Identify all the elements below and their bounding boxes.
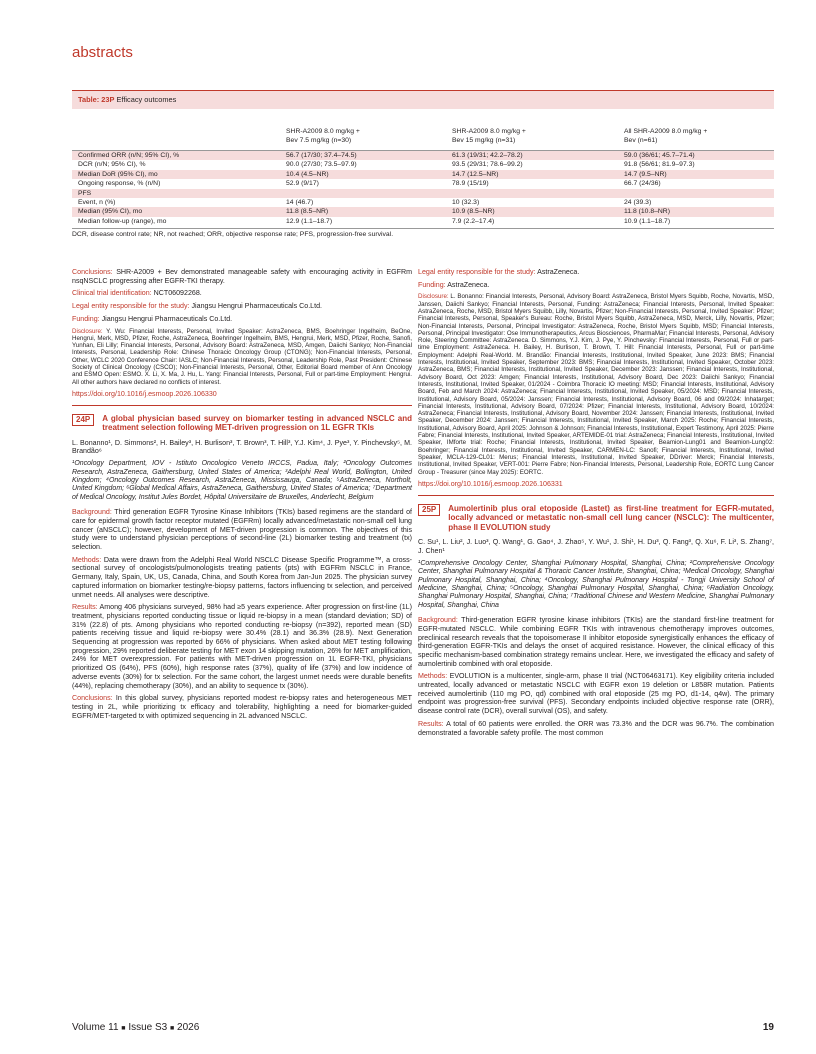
table-cell: Median (95% CI), mo xyxy=(78,208,143,216)
table-cell: 10.9 (8.5–NR) xyxy=(452,208,495,216)
table-cell xyxy=(624,189,768,198)
legal-entity-paragraph xyxy=(72,302,412,311)
table-header-cell: SHR-A2009 8.0 mg/kg + Bev 7.5 mg/kg (n=30) xyxy=(286,128,360,144)
funding-paragraph xyxy=(72,315,412,324)
results-label: Results: xyxy=(418,719,444,728)
methods-paragraph xyxy=(418,672,774,716)
legal-entity-paragraph xyxy=(418,268,774,277)
table-cell: 11.8 (10.8–NR) xyxy=(624,208,670,216)
background-label: Background: xyxy=(418,616,458,625)
table-cell: 11.8 (8.5–NR) xyxy=(286,208,329,216)
table-row xyxy=(72,170,774,179)
background-label: Background: xyxy=(72,508,112,517)
abstract-24p-header xyxy=(72,405,412,433)
table-cell: DCR (n/N; 95% CI), % xyxy=(78,161,146,169)
table-cell xyxy=(452,189,624,198)
table-cell: 66.7 (24/36) xyxy=(624,180,661,188)
results-text: A total of 60 patients were enrolled. the ORR was 73.3% and the DCR was 96.7%. The combination demonstrated a favorable safety profile. The most common xyxy=(418,719,774,737)
disclosure-text: L. Bonanno: Financial Interests, Personal, Advisory Board: AstraZeneca, Bristol Myers Squibb, Roche, Novartis, MSD, Janssen, Daiichi Sankyo; Financial Interests, Personal, Funding: AstraZeneca; Financial Interests, Personal, Invited Speaker: AstraZeneca, Roche, MSD, Bristol Myers Squibb, Lilly, Novartis, Pfizer; Non-Financial Interests, Personal, Invited Speaker: Pfizer; Financial Interests, Personal, Speaker's Bureau: Roche, Bristol Myers Squibb, AstraZeneca, MSD, Merck, Lilly, Novartis, Pfizer; Non-Financial Interests, Personal, Principal Investigator: AstraZeneca, Roche, Bristol Myers Squibb, MSD; Financial Interests, Personal, Principal Investigator: Ose Immunotherapeutics, Arcus Biosciences, PharmaMar; Financial Interests, Personal, Advisory Role, Steering Committee: AstraZeneca. D. Simmons, Y.J. Kim, J. Pye, Y. Pinchevsky: Financial Interests, Personal, Full or part-time Employment: AstraZeneca. H. Bailey, H. Burlison, T. Brown, T. Hill: Financial Interests, Personal, Full or part-time Employment: Adelphi Real-World. M. Brandão: Financial Interests, Institutional, Invited Speaker, June 2023: BMS; Financial Interests, Institutional, Invited Speaker, September 2023: BMS; Financial Interests, Institutional, Invited Speaker, October 2023: AstraZeneca, BMS; Financial Interests, Institutional, Invited Speaker, December 2023: Janssen; Financial Interests, Institutional, Advisory Board, Oct 2023: Amgen; Financial Interests, Institutional, Advisory Board, Dec 2023: Daiichi Sankyo; Financial Interests, Institutional, Invited Speaker, 01/2024 - Coimbra Thoracic IO meeting: MSD; Financial Interests, Institutional, Advisory Board, Feb and March 2024: AstraZeneca; Financial Interests, Institutional, Invited Speaker, 05/2024: MSD; Financial Interests, Institutional, Advisory Board, 05/2024: Janssen; Financial Interests, Institutional, Advisory Board, 06 and 09/2024: Inhatarget; Financial Interests, Institutional, Advisory Board, 07/2024: Pfizer; Financial Interests, Institutional, Advisory Board, 10/2024: AstraZeneca; Financial Interests, Institutional, Advisory Board, November 2024: Janssen; Financial Interests, Institutional, Invited Speaker, December 2024: Janssen; Financial Interests, Institutional, Invited Speaker, March 2025: Roche; Financial Interests, Institutional, Advisory Board, April 2025: Johnson & Johnson; Financial Interests, Institutional, Expert Testimony, April 2025: Pierre Fabre; Financial Interests, Institutional, Invited Speaker, ARTEMIDE-01 trial: AstraZeneca; Financial Interests, Institutional, Invited Speaker, IMforte trial: Roche; Financial Interests, Institutional, Invited Speaker, Beamion-Lung01 and Beamion-Lung02: Boehringer; Financial Interests, Institutional, Invited Speaker, CARMEN-LC: Sanofi; Financial Interests, Institutional, Invited Speaker, MCLA-129-CL01: Merus; Financial Interests, Institutional, Invited Speaker, DDriver: Merck; Financial Interests, Institutional, Invited Speaker, VERT-001: Pierre Fabre; Non-Financial Interests, Personal, Leadership Role, EORTC Lung Cancer Group - Treasurer (since May 2025): EORTC. xyxy=(418,293,774,476)
table-label: Table: 23P xyxy=(78,95,115,104)
table-cell: Ongoing response, % (n/N) xyxy=(78,180,161,188)
abstract-title: Aumolertinib plus oral etoposide (Lastet) as first-line treatment for EGFR-mutated, locally advanced or metastatic non-small cell lung cancer (NSCLC): The multicenter, phase II EVOLUTION study xyxy=(448,503,774,532)
table-cell: Confirmed ORR (n/N; 95% CI), % xyxy=(78,152,180,159)
footer-year: 2026 xyxy=(177,1022,200,1033)
background-paragraph xyxy=(72,508,412,552)
footer-volume: Volume 11 xyxy=(72,1022,119,1033)
funding-label: Funding: xyxy=(418,280,446,289)
background-text: Third-generation EGFR tyrosine kinase inhibitors (TKIs) are the standard first-line treatment for EGFR-mutated NSCLC. While combining EGFR TKIs with intravenous chemotherapy improves outcomes, preclinical research reveals that the topoisomerase II inhibitor etoposide synergistically enhances the efficacy of third-generation EGFR-TKIs and delays the onset of acquired resistance. However, the clinical efficacy of this specific mechanism-based combination strategy remains unclear. Here, we investigated the efficacy and safety of aumolertinib combined with oral etoposide. xyxy=(418,616,774,668)
funding-paragraph xyxy=(418,281,774,290)
efficacy-table xyxy=(72,90,774,238)
table-cell: 10.4 (4.5–NR) xyxy=(286,170,329,178)
funding-text: Jiangsu Hengrui Pharmaceuticals Co.Ltd. xyxy=(101,314,233,323)
doi-link[interactable]: https://doi.org/10.1016/j.esmoop.2026.106331 xyxy=(418,479,563,488)
table-cell: 10.9 (1.1–18.7) xyxy=(624,217,671,225)
table-row xyxy=(72,160,774,169)
table-cell: 10 (32.3) xyxy=(452,198,480,206)
table-cell: 14 (46.7) xyxy=(286,198,314,206)
table-cell: PFS xyxy=(78,189,92,197)
author-list: L. Bonanno¹, D. Simmons², H. Bailey³, H. Burlison³, T. Brown³, T. Hill³, Y.J. Kim⁴, J. Pye³, Y. Pinchevsky⁵, M. Brandão⁶ xyxy=(72,438,412,456)
table-row xyxy=(72,207,774,216)
footer-volume-info xyxy=(72,1022,199,1033)
conclusions-paragraph xyxy=(72,268,412,285)
conclusions-label: Conclusions: xyxy=(72,268,113,276)
abstract-title: A global physician based survey on biomarker testing in advanced NSCLC and treatment selection following MET-driven progression on 1L EGFR TKIs xyxy=(102,413,412,433)
table-row xyxy=(72,198,774,207)
table-cell: 24 (39.3) xyxy=(624,198,652,206)
results-text: Among 406 physicians surveyed, 98% had ≥5 years experience. After progression on first-line (1L) treatment, physicians reported conducting tissue or liquid re-biopsy in a mean (standard deviation; SD) of 31% (22.8) of pts. Among physicians who reported conducting re-biopsy (n=392), reported mean (SD) patients receiving tissue and liquid re-biopsy were 30.4% (28.1) and 36.3% (28.9). Next Generation Sequencing at progression was reported by 66% of physicians. When asked about MET testing following progression, 29% reported deliberate testing for MET exon 14 skipping mutation, 26% for MET amplification, 24% for MET overexpression. For patients with MET-driven progression on 1L EGFR-TKI, physicians prioritized OS (64%), PFS (60%), high response rates (37%), quality of life (37%) and low incidence of adverse events (30%) for tx selection. For the same cohort, the largest unmet needs were durable benefits (44%), replacing chemotherapy (30%), and an ability to sequence tx (30%). xyxy=(72,603,412,690)
table-cell: 56.7 (17/30; 37.4–74.5) xyxy=(286,152,357,159)
table-row xyxy=(72,189,774,198)
conclusions-paragraph xyxy=(72,694,412,720)
abstract-number-badge: 25P xyxy=(418,504,440,517)
table-cell: Event, n (%) xyxy=(78,198,116,206)
abstract-number-badge: 24P xyxy=(72,414,94,427)
legal-entity-text: AstraZeneca. xyxy=(537,268,580,276)
trial-id-paragraph xyxy=(72,289,412,298)
doi-link[interactable]: https://doi.org/10.1016/j.esmoop.2026.106330 xyxy=(72,389,217,398)
table-cell: 93.5 (29/31; 78.6–99.2) xyxy=(452,161,523,169)
methods-label: Methods: xyxy=(418,672,448,681)
left-column xyxy=(72,268,412,724)
footer-separator: ■ xyxy=(121,1025,126,1032)
table-cell: Median DoR (95% CI), mo xyxy=(78,170,158,178)
table-cell: 91.8 (56/61; 81.9–97.3) xyxy=(624,161,695,169)
trial-id-text: NCT06092268. xyxy=(153,289,202,298)
table-header-cell: All SHR-A2009 8.0 mg/kg + Bev (n=61) xyxy=(624,128,708,144)
table-cell: 90.0 (27/30; 73.5–97.9) xyxy=(286,161,357,169)
conclusions-text: SHR-A2009 + Bev demonstrated manageable safety with encouraging activity in EGFRm nsqNSCLC progressing after EGFR-TKI therapy. xyxy=(72,268,412,285)
table-cell: 78.9 (15/19) xyxy=(452,180,489,188)
table-cell: 52.9 (9/17) xyxy=(286,180,319,188)
disclosure-label: Disclosure: xyxy=(72,327,103,335)
disclosure-paragraph xyxy=(418,293,774,475)
table-header-cell: SHR-A2009 8.0 mg/kg + Bev 15 mg/kg (n=31) xyxy=(452,128,526,144)
legal-entity-label: Legal entity responsible for the study: xyxy=(72,302,190,311)
results-paragraph xyxy=(418,720,774,737)
methods-label: Methods: xyxy=(72,555,102,564)
table-cell: 59.0 (36/61; 45.7–71.4) xyxy=(624,152,695,159)
disclosure-label: Disclosure: xyxy=(418,293,449,301)
table-row xyxy=(72,179,774,188)
disclosure-text: Y. Wu: Financial Interests, Personal, Invited Speaker: AstraZeneca, BMS, Boehringer Ingelheim, BeOne, Hengrui, Merk, MSD, Pfizer, Roche, AstraZeneca, Boehringer Ingelheim, BMS, Hengrui, Merk, MSD, Pfizer, Roche, Sanofi, Yunhan, Eli Lilly; Financial Interests, Personal, Advisory Board: AstraZeneca, MSD, Amgen, Daiichi Sankyo; Non-Financial Interests, Personal, Leadership Role: Chinese Thoracic Oncology Group (CTONG); Non-Financial Interests, Personal, Other, WCLC 2020 Conference Chair: IASLC; Non-Financial Interests, Personal, Leadership Role, Past President: Chinese Society of Clinical Oncology (CSCO); Non-Financial Interests, Personal, Other, Editorial Board member of Ann Oncology and ESMO Open: ESMO. X. Li, X. Ma, J. Hu, L. Yang: Financial Interests, Personal, Full or part-time Employment: Hengrui. All other authors have declared no conflicts of interest. xyxy=(72,327,413,386)
footer-separator: ■ xyxy=(170,1025,175,1032)
background-paragraph xyxy=(418,616,774,668)
table-row xyxy=(72,151,774,160)
table-cell: 14.7 (9.5–NR) xyxy=(624,170,667,178)
conclusions-text: In this global survey, physicians reported modest re-biopsy rates and heterogeneous MET testing in 2L, while prioritizing tx efficacy and tolerability, highlighting a need for biomarker-guided EGFR/MET-targeted tx with optimized sequencing in 2L advanced NSCLC. xyxy=(72,694,412,720)
right-column xyxy=(418,268,774,741)
methods-text: Data were drawn from the Adelphi Real World NSCLC Disease Specific Programme™, a cross-sectional survey of oncologists/pulmonologists treating patients (pts) with EGFRm NSCLC in France, Germany, Italy, Spain, UK, US, Canada, China, and South Korea from Jan-Jun 2025. The physician survey captured information on biomarker testing/re-biopsy patterns, factors influencing tx selection, and perceived unmet needs. All analyses were descriptive. xyxy=(72,555,412,599)
funding-label: Funding: xyxy=(72,314,100,323)
funding-text: AstraZeneca. xyxy=(447,280,490,289)
table-title-bar xyxy=(72,90,774,109)
results-label: Results: xyxy=(72,603,98,612)
abstract-25p-header xyxy=(418,495,774,533)
legal-entity-text: Jiangsu Hengrui Pharmaceuticals Co.Ltd. xyxy=(191,302,323,311)
legal-entity-label: Legal entity responsible for the study: xyxy=(418,268,536,276)
disclosure-paragraph xyxy=(72,328,412,386)
methods-text: EVOLUTION is a multicenter, single-arm, phase II trial (NCT06463171). Key eligibility criteria included untreated, locally advanced or metastatic NSCLC with EGFR exon 19 deletion or L858R mutation. Patients received aumolertinib (110 mg PO, qd) combined with oral etoposide (25 mg PO, d1-14, q4w). The primary endpoint was progression-free survival (PFS). Secondary endpoints included objective response rate (ORR), disease control rate (DCR), overall survival (OS), and safety. xyxy=(418,672,774,716)
table-cell: 7.9 (2.2–17.4) xyxy=(452,217,495,225)
table-cell: 14.7 (12.5–NR) xyxy=(452,170,499,178)
trial-id-label: Clinical trial identification: xyxy=(72,289,152,298)
methods-paragraph xyxy=(72,556,412,600)
table-header-row xyxy=(72,109,774,151)
table-cell: Median follow-up (range), mo xyxy=(78,217,167,225)
table-cell: 61.3 (19/31; 42.2–78.2) xyxy=(452,152,523,159)
section-header: abstracts xyxy=(72,44,133,61)
table-cell xyxy=(286,189,452,198)
table-title: Efficacy outcomes xyxy=(116,95,177,104)
table-footnote: DCR, disease control rate; NR, not reached; ORR, objective response rate; PFS, progression-free survival. xyxy=(72,228,774,238)
results-paragraph xyxy=(72,603,412,690)
conclusions-label: Conclusions: xyxy=(72,694,113,703)
affiliations: ¹Comprehensive Oncology Center, Shanghai Pulmonary Hospital, Shanghai, China; ²Comprehensive Oncology Center, Shanghai Pulmonary Hospital & Thoracic Cancer Institute, Shanghai, China; ³Medical Oncology, Shanghai Pulmonary Hospital, Shanghai, China; ⁴Oncology, Shanghai Pulmonary Hospital - Tongji University School of Medicine, Shanghai, China; ⁵Oncology, Shanghai Pulmonary Hospital, Shanghai, China; ⁶Radiation Oncology, Shanghai Pulmonary Hospital, Shanghai, China; ⁷Traditional Chinese and Western Medicine, Shanghai Pulmonary Hospital, Shanghai, China xyxy=(418,559,774,609)
table-cell: 12.9 (1.1–18.7) xyxy=(286,217,333,225)
author-list: C. Su¹, L. Liu², J. Luo³, Q. Wang¹, G. Gao⁴, J. Zhao⁵, Y. Wu¹, J. Shi¹, H. Du³, Q. Fang³, Q. Xu⁶, F. Li³, S. Zhang⁷, J. Chen¹ xyxy=(418,538,774,556)
affiliations: ¹Oncology Department, IOV - Istituto Oncologico Veneto IRCCS, Padua, Italy; ²Oncology Outcomes Research, AstraZeneca, Gaithersburg, United States of America; ³Adelphi Real World, Bollington, United Kingdom; ⁴Oncology Outcomes Research, AstraZeneca, Mississauga, Canada; ⁵AstraZeneca, Northolt, United Kingdom; ⁶Global Medical Affairs, AstraZeneca, Gaithersburg, United States of America; ⁷Department of Medical Oncology, Institut Jules Bordet, Hôpital Universitaire de Bruxelles, Anderlecht, Belgium xyxy=(72,460,412,501)
footer-issue: Issue S3 xyxy=(128,1022,168,1033)
table-header-cell xyxy=(78,127,286,147)
background-text: Third generation EGFR Tyrosine Kinase Inhibitors (TKIs) based regimens are the standard of care for epidermal growth factor receptor mutated (EGFRm) locally advanced/metastatic non-small cell lung cancer (aNSCLC); however, development of MET-driven progression is common. The objectives of this study were to understand physician perceptions of second-line (2L) biomarker testing and treatment (tx) selection. xyxy=(72,508,412,552)
table-row xyxy=(72,217,774,226)
page-number: 19 xyxy=(762,1022,774,1033)
